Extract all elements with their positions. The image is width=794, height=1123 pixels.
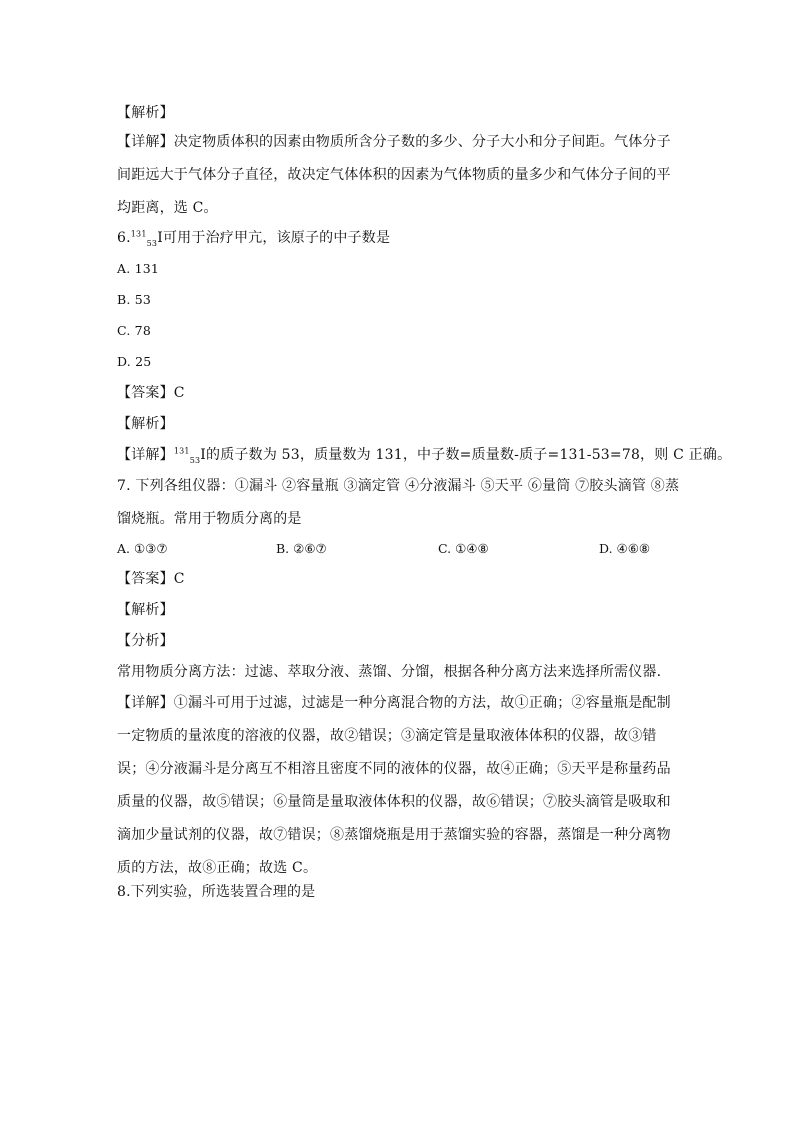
q7-options-row [117,540,683,558]
q6-option-c: C. 78 [117,323,151,338]
q7-answer: 【答案】C [117,571,185,587]
q6-mass-number: 131 [130,229,147,239]
q7-fenxi-heading: 【分析】 [117,633,174,649]
q6-detail-element-symbol: I [200,447,207,463]
q6-detail-text: 的质子数为 53，质量数为 131，中子数=质量数-质子=131-53=78，则 C 正确。 [206,447,732,463]
q8-stem: 8.下列实验，所选装置合理的是 [117,884,316,900]
q7-option-a: A. ①③⑦ [117,541,168,556]
q6-stem [117,229,683,247]
q6-number: 6. [117,230,131,246]
q7-analysis-heading: 【解析】 [117,602,174,618]
q6-detail-atomic-number: 53 [189,455,201,465]
q6-detail [117,446,732,465]
q7-detail-paragraph: 【详解】①漏斗可用于过滤，过滤是一种分离混合物的方法，故①正确；②容量瓶是配制一定物质的量浓度的溶液的仪器，故②错误；③滴定管是量取液体体积的仪器，故③错误；④分液漏斗是分离互不相溶且密度不同的液体的仪器，故④正确；⑤天平是称量药品质量的仪器，故⑤错误；⑥量筒是量取液体体积的仪器，故⑥错误；⑦胶头滴管是吸取和滴加少量试剂的仪器，故⑦错误；⑧蒸馏烧瓶是用于蒸馏实验的容器，蒸馏是一种分离物质的方法，故⑧正确；故选 C。 [117,695,671,876]
q7-option-b: B. ②⑥⑦ [276,541,327,556]
q6-stem-text: 可用于治疗甲亢，该原子的中子数是 [162,230,391,246]
q6-answer: 【答案】C [117,385,185,401]
q6-analysis-heading: 【解析】 [117,416,174,432]
q6-atomic-number: 53 [146,238,158,248]
q6-detail-label: 【详解】 [117,447,174,463]
q6-option-b: B. 53 [117,292,152,307]
q6-detail-mass-number: 131 [173,446,190,456]
q5-detail-paragraph: 【详解】决定物质体积的因素由物质所含分子数的多少、分子大小和分子间距。气体分子间距远大于气体分子直径，故决定气体体积的因素为气体物质的量多少和气体分子间的平均距离，选 C。 [117,134,671,216]
q7-analysis-text: 常用物质分离方法：过滤、萃取分液、蒸馏、分馏，根据各种分离方法来选择所需仪器. [117,664,662,680]
q7-option-d: D. ④⑥⑧ [599,541,651,556]
q7-option-c: C. ①④⑧ [438,541,489,556]
q6-option-a: A. 131 [117,261,160,276]
q6-option-d: D. 25 [117,354,152,369]
q7-stem: 7. 下列各组仪器：①漏斗 ②容量瓶 ③滴定管 ④分液漏斗 ⑤天平 ⑥量筒 ⑦胶头滴管 ⑧蒸馏烧瓶。常用于物质分离的是 [117,478,680,527]
q5-analysis-heading: 【解析】 [117,105,174,121]
q6-element-symbol: I [157,230,163,246]
